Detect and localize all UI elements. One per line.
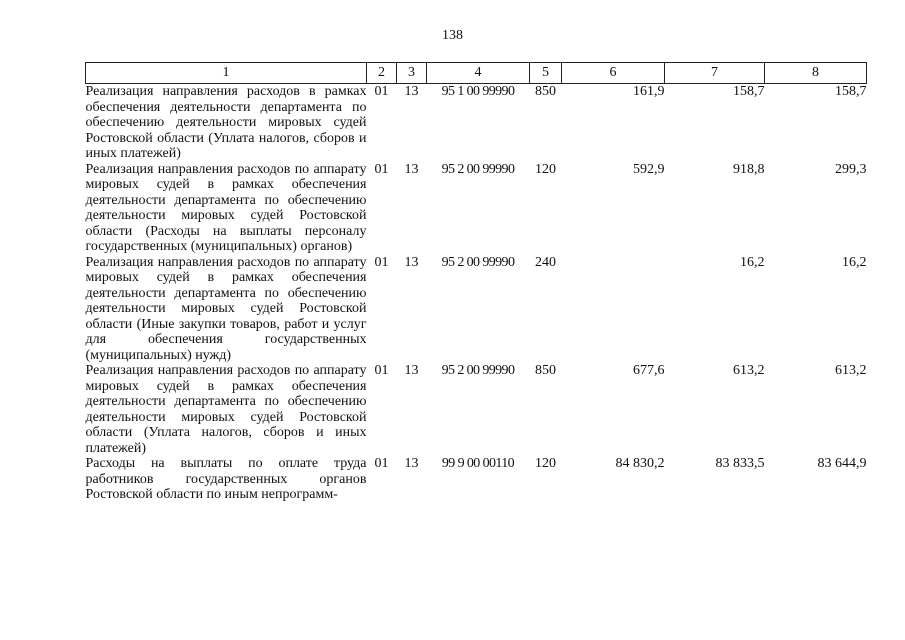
column-header: 8	[765, 63, 867, 84]
expense-type-code: 120	[535, 456, 556, 471]
table-row	[86, 456, 867, 503]
target-article-code: 99 9 00 00110	[441, 456, 515, 471]
section-code: 01	[374, 161, 389, 177]
expense-description: Реализация направления расходов по аппарату мировых судей в рамках обеспечения деятельности департамента по обеспечению деятельности мировых судей Ростовской области (Расходы на выплаты персоналу государственных (муниципальных) органов)	[85, 161, 367, 254]
amount-year-3: 83 644,9	[817, 456, 867, 471]
section-code: 01	[374, 363, 389, 378]
expense-description: Реализация направления расходов по аппарату мировых судей в рамках обеспечения деятельности департамента по обеспечению деятельности мировых судей Ростовской области (Иные закупки товаров, работ и услуг для обеспечения государственных (муниципальных) нужд)	[85, 254, 367, 363]
page-number: 138	[442, 28, 463, 43]
amount-year-3: 158,7	[835, 84, 867, 99]
expense-description: Реализация направления расходов по аппарату мировых судей в рамках обеспечения деятельности департамента по обеспечению деятельности мировых судей Ростовской области (Уплата налогов, сборов и иных платежей)	[85, 363, 367, 456]
amount-year-2: 613,2	[733, 363, 765, 378]
column-header: 1	[86, 63, 367, 84]
section-code: 01	[374, 456, 389, 471]
amount-year-1	[562, 255, 665, 364]
column-header: 4	[427, 63, 530, 84]
amount-year-3: 613,2	[835, 363, 867, 378]
target-article-code: 95 2 00 99990	[441, 363, 515, 378]
amount-year-3: 299,3	[835, 161, 867, 177]
table-row	[86, 255, 867, 364]
subsection-code: 13	[404, 363, 419, 378]
subsection-code: 13	[404, 456, 419, 471]
subsection-code: 13	[404, 254, 419, 270]
budget-table	[85, 62, 867, 503]
section-code: 01	[374, 254, 389, 270]
target-article-code: 95 1 00 99990	[441, 84, 515, 99]
target-article-code: 95 2 00 99990	[441, 254, 515, 270]
amount-year-1: 592,9	[633, 161, 665, 177]
amount-year-2: 16,2	[740, 254, 765, 270]
amount-year-3: 16,2	[842, 254, 867, 270]
column-header: 6	[562, 63, 665, 84]
section-code: 01	[374, 84, 389, 99]
expense-type-code: 240	[535, 254, 556, 270]
amount-year-1: 84 830,2	[615, 456, 665, 471]
expense-type-code: 850	[535, 363, 556, 378]
column-header: 5	[530, 63, 562, 84]
subsection-code: 13	[404, 161, 419, 177]
amount-year-1: 677,6	[633, 363, 665, 378]
amount-year-2: 83 833,5	[715, 456, 765, 471]
expense-type-code: 120	[535, 161, 556, 177]
column-header: 2	[367, 63, 397, 84]
table-row	[86, 84, 867, 162]
subsection-code: 13	[404, 84, 419, 99]
column-header: 3	[397, 63, 427, 84]
table-header-row	[86, 63, 867, 84]
expense-description: Реализация направления расходов в рамках обеспечения деятельности департамента по обеспечению деятельности мировых судей Ростовской области (Уплата налогов, сборов и иных платежей)	[85, 84, 367, 161]
column-header: 7	[665, 63, 765, 84]
amount-year-2: 158,7	[733, 84, 765, 99]
table-row	[86, 162, 867, 255]
expense-type-code: 850	[535, 84, 556, 99]
table-row	[86, 363, 867, 456]
target-article-code: 95 2 00 99990	[441, 161, 515, 177]
amount-year-2: 918,8	[733, 161, 765, 177]
amount-year-1: 161,9	[633, 84, 665, 99]
expense-description: Расходы на выплаты по оплате труда работников государственных органов Ростовской области по иным непрограмм-	[85, 456, 367, 502]
